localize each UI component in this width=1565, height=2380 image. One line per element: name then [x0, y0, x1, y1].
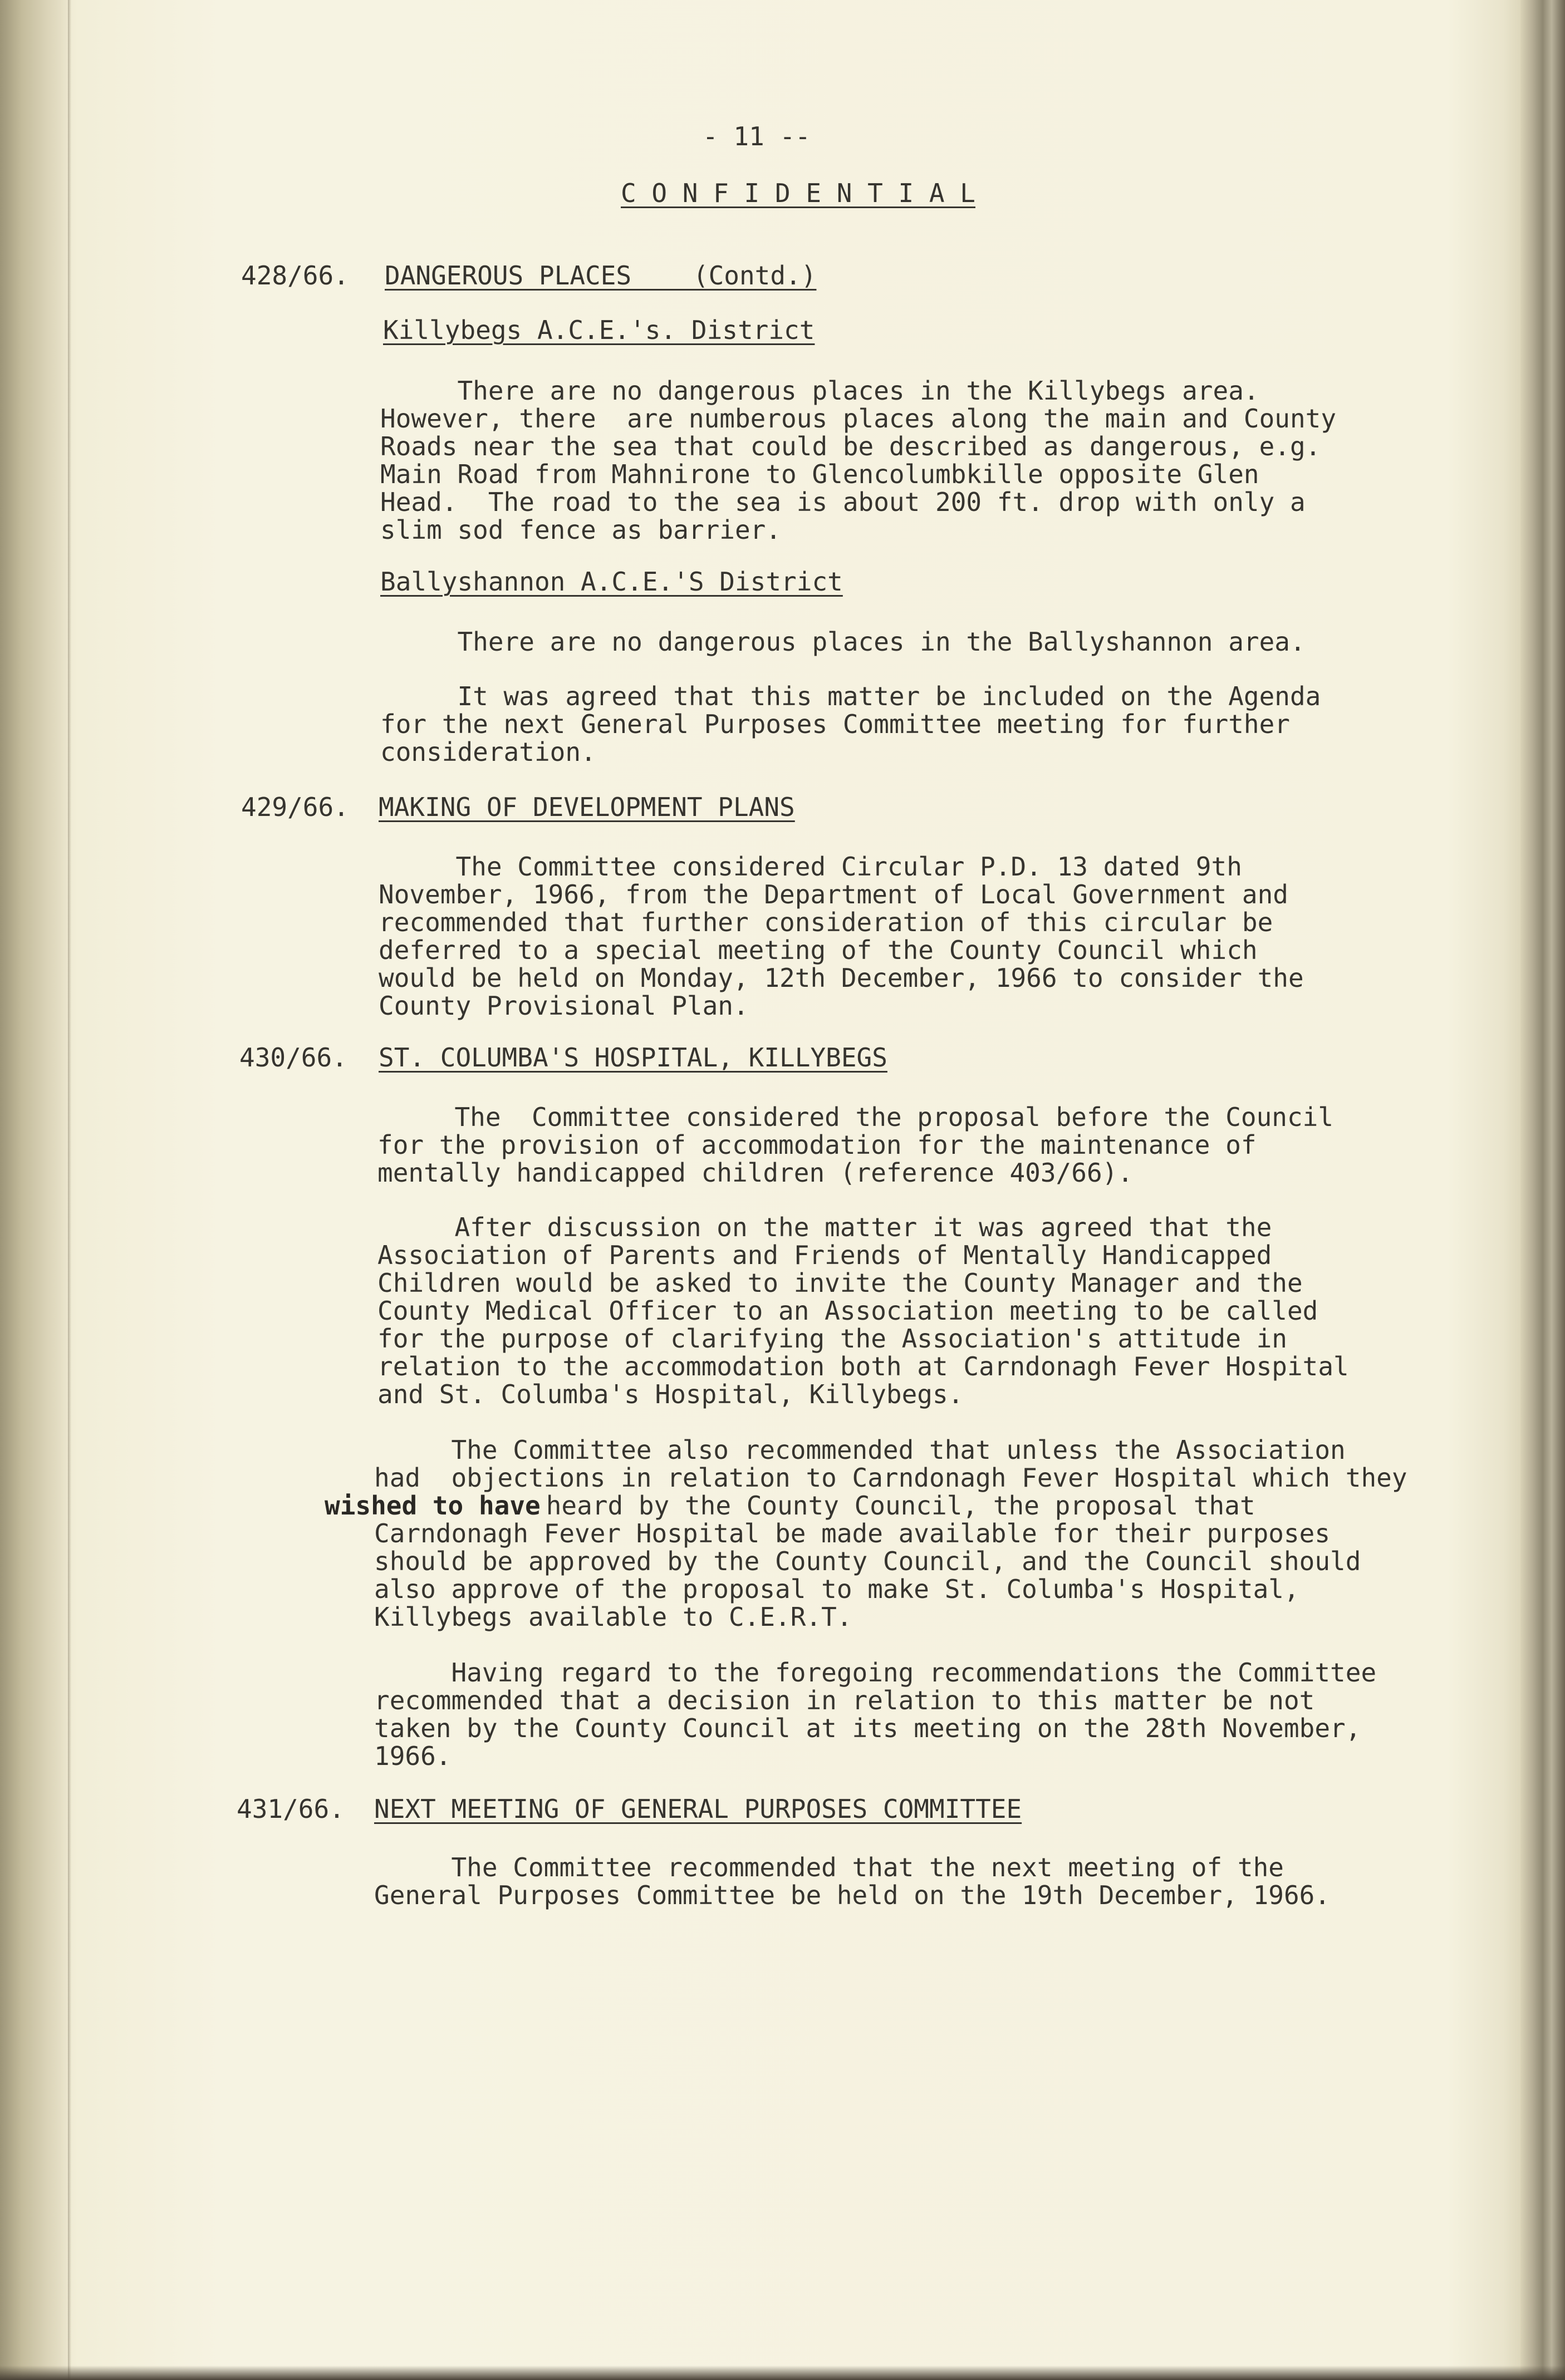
text-line: Head. The road to the sea is about 200 ft. drop with only a: [380, 487, 1306, 517]
text-line: slim sod fence as barrier.: [380, 515, 782, 545]
text-line: Carndonagh Fever Hospital be made available for their purposes: [374, 1518, 1331, 1548]
text-line: deferred to a special meeting of the County Council which: [379, 935, 1258, 965]
text-line: The Committee recommended that the next meeting of the: [374, 1852, 1284, 1882]
text-line: The Committee considered the proposal before the Council: [377, 1102, 1334, 1132]
section-heading: ST. COLUMBA'S HOSPITAL, KILLYBEGS: [379, 1043, 887, 1073]
text-line: for the next General Purposes Committee meeting for further: [380, 709, 1290, 739]
text-line: for the purpose of clarifying the Association's attitude in: [377, 1324, 1287, 1354]
section-heading: NEXT MEETING OF GENERAL PURPOSES COMMITTEE: [374, 1794, 1022, 1824]
text-line: There are no dangerous places in the Ballyshannon area.: [380, 627, 1306, 657]
text-line: November, 1966, from the Department of Local Government and: [379, 879, 1288, 909]
text-line: recommended that a decision in relation to this matter be not: [374, 1685, 1315, 1715]
minute-number: 430/66.: [239, 1043, 347, 1073]
text-line: Having regard to the foregoing recommendations the Committee: [374, 1658, 1377, 1688]
text-line: County Medical Officer to an Association meeting to be called: [377, 1296, 1318, 1326]
subsection-heading: Killybegs A.C.E.'s. District: [383, 315, 815, 345]
page-edge-right: [1520, 0, 1565, 2380]
page-edge-bottom: [0, 2366, 1565, 2380]
text-line: Roads near the sea that could be described as dangerous, e.g.: [380, 431, 1321, 461]
text-line: Main Road from Mahnirone to Glencolumbkille opposite Glen: [380, 459, 1259, 489]
text-line: County Provisional Plan.: [379, 991, 749, 1021]
text-line: heard by the County Council, the proposal that: [531, 1491, 1255, 1521]
minute-number: 428/66.: [241, 260, 349, 291]
text-line: There are no dangerous places in the Killybegs area.: [380, 376, 1259, 406]
text-line: After discussion on the matter it was agreed that the: [377, 1212, 1272, 1242]
text-line: mentally handicapped children (reference 403/66).: [377, 1158, 1134, 1188]
text-line: also approve of the proposal to make St. Columba's Hospital,: [374, 1574, 1299, 1604]
text-line: should be approved by the County Council, and the Council should: [374, 1546, 1361, 1576]
text-line: would be held on Monday, 12th December, 1966 to consider the: [379, 963, 1304, 993]
text-line: The Committee considered Circular P.D. 13 dated 9th: [379, 852, 1242, 882]
minute-number: 429/66.: [241, 792, 349, 822]
subsection-heading: Ballyshannon A.C.E.'S District: [380, 567, 843, 597]
text-line: General Purposes Committee be held on the 19th December, 1966.: [374, 1880, 1331, 1910]
text-line: Children would be asked to invite the County Manager and the: [377, 1268, 1303, 1298]
text-line: and St. Columba's Hospital, Killybegs.: [377, 1379, 964, 1409]
section-heading: DANGEROUS PLACES (Contd.): [385, 260, 817, 291]
text-line: However, there are numberous places along the main and County: [380, 404, 1337, 434]
text-line: It was agreed that this matter be included on the Agenda: [380, 681, 1321, 711]
text-line: for the provision of accommodation for the maintenance of: [377, 1130, 1257, 1160]
text-line: Killybegs available to C.E.R.T.: [374, 1602, 852, 1632]
text-line: Association of Parents and Friends of Mentally Handicapped: [377, 1240, 1272, 1270]
text-line: relation to the accommodation both at Carndonagh Fever Hospital: [377, 1351, 1349, 1381]
page-crease: [68, 0, 71, 2380]
text-line: had objections in relation to Carndonagh Fever Hospital which they: [374, 1463, 1407, 1493]
section-heading: MAKING OF DEVELOPMENT PLANS: [379, 792, 795, 822]
minute-number: 431/66.: [237, 1794, 345, 1824]
text-line: consideration.: [380, 737, 596, 767]
page-number: - 11 --: [703, 121, 811, 151]
text-line: The Committee also recommended that unless the Association: [374, 1435, 1346, 1465]
text-line: recommended that further consideration of this circular be: [379, 907, 1273, 937]
binding-shadow: [0, 0, 72, 2380]
confidential-heading: C O N F I D E N T I A L: [621, 178, 975, 208]
text-line: taken by the County Council at its meeting on the 28th November,: [374, 1713, 1361, 1743]
inserted-text: wished to have: [325, 1491, 541, 1521]
text-line: 1966.: [374, 1741, 452, 1771]
